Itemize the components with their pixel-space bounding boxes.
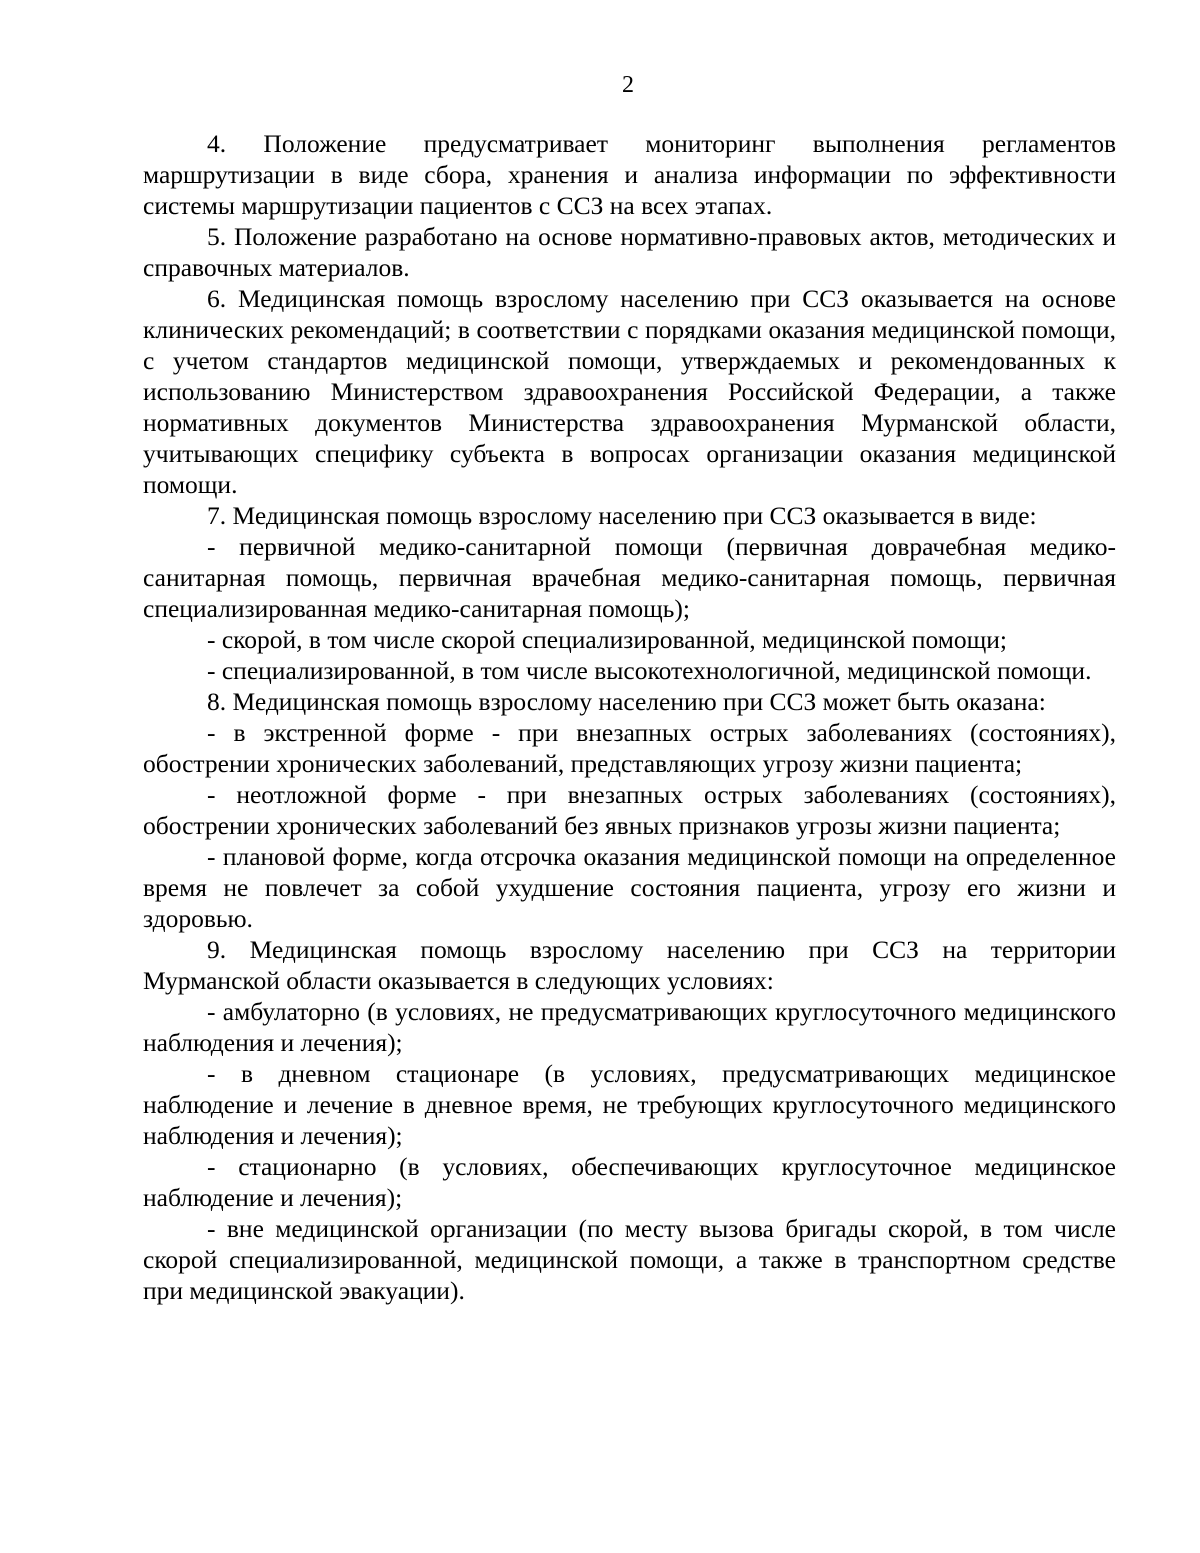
paragraph-6-care-standards: 6. Медицинская помощь взрослому населению при ССЗ оказывается на основе клинических рекомендаций; в соответствии с порядками оказания медицинской помощи, с учетом стандартов медицинской помощи, утверждаемых и рекомендованных к использованию Министерством здравоохранения Российской Федерации, а также нормативных документов Министерства здравоохранения Мурманской области, учитывающих специфику субъекта в вопросах организации оказания медицинской помощи.: [143, 284, 1116, 499]
list-item-outpatient: - амбулаторно (в условиях, не предусматривающих круглосуточного медицинского наблюдения и лечения);: [143, 997, 1116, 1057]
paragraph-8-care-forms: 8. Медицинская помощь взрослому населению при ССЗ может быть оказана:: [207, 687, 1046, 716]
list-item-outside-organization: - вне медицинской организации (по месту вызова бригады скорой, в том числе скорой специализированной, медицинской помощи, а также в транспортном средстве при медицинской эвакуации).: [143, 1214, 1116, 1305]
list-item-urgent-form: - неотложной форме - при внезапных острых заболеваниях (состояниях), обострении хронических заболеваний без явных признаков угрозы жизни пациента;: [143, 780, 1116, 840]
list-item-specialized-care: - специализированной, в том числе высокотехнологичной, медицинской помощи.: [207, 656, 1092, 685]
paragraph-5-basis: 5. Положение разработано на основе нормативно-правовых актов, методических и справочных материалов.: [143, 222, 1116, 282]
document-body: [143, 128, 1116, 1306]
list-item-emergency-care: - скорой, в том числе скорой специализированной, медицинской помощи;: [207, 625, 1008, 654]
page-number: 2: [622, 72, 634, 98]
paragraph-4-monitoring: 4. Положение предусматривает мониторинг выполнения регламентов маршрутизации в виде сбора, хранения и анализа информации по эффективности системы маршрутизации пациентов с ССЗ на всех этапах.: [143, 129, 1116, 220]
list-item-emergency-form: - в экстренной форме - при внезапных острых заболеваниях (состояниях), обострении хронических заболеваний, представляющих угрозу жизни пациента;: [143, 718, 1116, 778]
list-item-planned-form: - плановой форме, когда отсрочка оказания медицинской помощи на определенное время не повлечет за собой ухудшение состояния пациента, угрозу его жизни и здоровью.: [143, 842, 1116, 933]
paragraph-9-care-conditions: 9. Медицинская помощь взрослому населению при ССЗ на территории Мурманской области оказывается в следующих условиях:: [143, 935, 1116, 995]
list-item-day-hospital: - в дневном стационаре (в условиях, предусматривающих медицинское наблюдение и лечение в дневное время, не требующих круглосуточного медицинского наблюдения и лечения);: [143, 1059, 1116, 1150]
list-item-inpatient: - стационарно (в условиях, обеспечивающих круглосуточное медицинское наблюдение и лечения);: [143, 1152, 1116, 1212]
paragraph-7-care-types: 7. Медицинская помощь взрослому населению при ССЗ оказывается в виде:: [207, 501, 1037, 530]
list-item-primary-care: - первичной медико-санитарной помощи (первичная доврачебная медико-санитарная помощь, первичная врачебная медико-санитарная помощь, первичная специализированная медико-санитарная помощь);: [143, 532, 1116, 623]
